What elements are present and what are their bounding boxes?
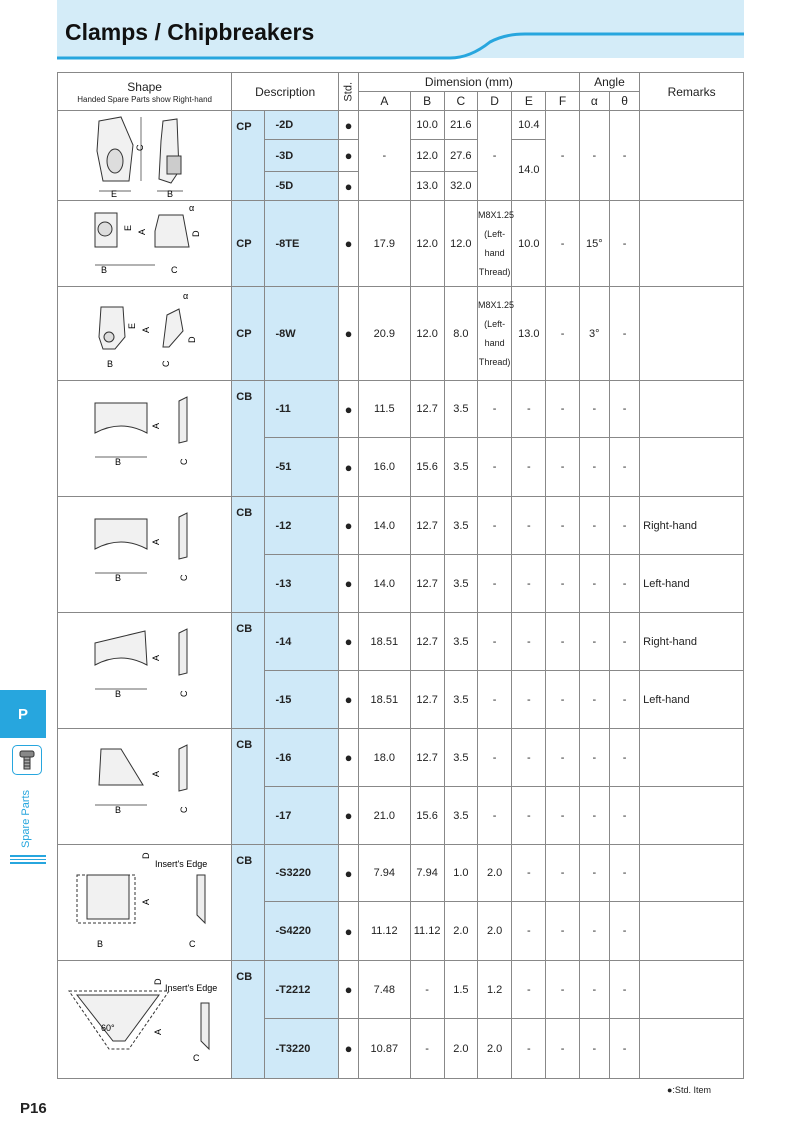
- cell-remarks: [640, 287, 744, 381]
- code-5d: -5D: [265, 172, 339, 201]
- table-row: [58, 381, 744, 438]
- cell-f: -: [546, 287, 579, 381]
- cell-f: -: [546, 497, 579, 555]
- cell-e: -: [512, 845, 546, 902]
- cb-prefix: CB: [232, 845, 265, 961]
- screw-icon: [12, 745, 42, 775]
- cell-d: -: [477, 787, 511, 845]
- svg-text:A: A: [150, 654, 161, 661]
- cb-shape-diagram: [58, 961, 232, 1079]
- cell-f: -: [546, 845, 579, 902]
- svg-text:C: C: [170, 265, 178, 275]
- cell-e: 10.0: [512, 201, 546, 287]
- cell-f: -: [546, 438, 579, 497]
- cell-remarks: [640, 381, 744, 438]
- svg-text:A: A: [150, 538, 161, 545]
- cell-alpha: -: [579, 961, 609, 1019]
- code-3d: -3D: [265, 140, 339, 172]
- cell-theta: -: [609, 497, 639, 555]
- cell-d: 2.0: [477, 902, 511, 961]
- cell-alpha: -: [579, 729, 609, 787]
- cell-c: 3.5: [444, 729, 477, 787]
- side-section-label: Spare Parts: [20, 789, 32, 849]
- std-item-footnote: ●:Std. Item: [667, 1085, 711, 1095]
- cell-a: 11.12: [359, 902, 410, 961]
- cell-theta: -: [609, 201, 639, 287]
- cell-a: 7.48: [359, 961, 410, 1019]
- cell-b: 12.7: [410, 497, 444, 555]
- cell-f: -: [546, 902, 579, 961]
- std-dot: ●: [339, 613, 359, 671]
- cell-c: 12.0: [444, 201, 477, 287]
- cell-a: -: [359, 111, 410, 201]
- cb-shape-diagram: [58, 497, 232, 613]
- cell-b: 12.7: [410, 729, 444, 787]
- cell-e: -: [512, 961, 546, 1019]
- cell-theta: -: [609, 438, 639, 497]
- cp-prefix: CP: [232, 287, 265, 381]
- side-decor-lines: [10, 855, 46, 866]
- table-row: [58, 497, 744, 555]
- code: -11: [265, 381, 339, 438]
- cell-e: -: [512, 497, 546, 555]
- cp-prefix: CP: [232, 111, 265, 201]
- svg-text:E: E: [126, 322, 137, 329]
- svg-text:B: B: [96, 939, 103, 949]
- svg-text:A: A: [150, 422, 161, 429]
- std-dot: ●: [339, 172, 359, 201]
- cell-a: 14.0: [359, 555, 410, 613]
- cell-a: 18.51: [359, 613, 410, 671]
- cell-alpha: -: [579, 1019, 609, 1079]
- cell-theta: -: [609, 845, 639, 902]
- cell-f: -: [546, 381, 579, 438]
- cell-e: 14.0: [512, 140, 546, 201]
- cell-f: -: [546, 961, 579, 1019]
- cell-a: 18.51: [359, 671, 410, 729]
- svg-text:D: D: [140, 852, 151, 859]
- page-title: Clamps / Chipbreakers: [65, 19, 315, 45]
- cell-c: 3.5: [444, 787, 477, 845]
- cell-theta: -: [609, 787, 639, 845]
- cell-theta: -: [609, 961, 639, 1019]
- header-remarks: Remarks: [640, 73, 744, 111]
- cb-shape-diagram: [58, 613, 232, 729]
- code: -T2212: [265, 961, 339, 1019]
- cell-remarks: [640, 787, 744, 845]
- svg-text:60°: 60°: [100, 1023, 115, 1033]
- cell-c: 3.5: [444, 613, 477, 671]
- cell-c: 2.0: [444, 1019, 477, 1079]
- cb-prefix: CB: [232, 613, 265, 729]
- std-dot: ●: [339, 1019, 359, 1079]
- header-dim-b: B: [410, 92, 444, 111]
- cell-e: -: [512, 729, 546, 787]
- header-dim-c: C: [444, 92, 477, 111]
- table-row: [58, 961, 744, 1019]
- std-dot: ●: [339, 729, 359, 787]
- header-dim-f: F: [546, 92, 579, 111]
- header-dim-d: D: [477, 92, 511, 111]
- std-dot: ●: [339, 111, 359, 140]
- cell-e: -: [512, 438, 546, 497]
- cell-b: 12.7: [410, 671, 444, 729]
- cell-d-thread: M8X1.25 (Left-hand Thread): [477, 201, 511, 287]
- cell-e: -: [512, 381, 546, 438]
- svg-text:C: C: [178, 690, 189, 697]
- std-dot: ●: [339, 497, 359, 555]
- cell-remarks: [640, 845, 744, 902]
- cell-c: 8.0: [444, 287, 477, 381]
- clamp-8te-diagram: [58, 201, 232, 287]
- cell-a: 10.87: [359, 1019, 410, 1079]
- cell-b: 15.6: [410, 438, 444, 497]
- svg-text:B: B: [114, 689, 121, 699]
- cb-shape-diagram: [58, 845, 232, 961]
- cell-e: -: [512, 902, 546, 961]
- cell-d: 1.2: [477, 961, 511, 1019]
- cell-b: 12.7: [410, 555, 444, 613]
- cell-b: -: [410, 961, 444, 1019]
- cell-a: 11.5: [359, 381, 410, 438]
- cell-d: 2.0: [477, 845, 511, 902]
- svg-text:C: C: [178, 458, 189, 465]
- cell-b: 15.6: [410, 787, 444, 845]
- svg-text:D: D: [152, 978, 163, 985]
- cell-d: -: [477, 381, 511, 438]
- cell-b: 7.94: [410, 845, 444, 902]
- svg-text:A: A: [150, 770, 161, 777]
- cell-alpha: -: [579, 671, 609, 729]
- svg-text:C: C: [188, 939, 196, 949]
- cell-alpha: 15°: [579, 201, 609, 287]
- svg-text:C: C: [134, 144, 145, 151]
- clamp-2d-drawing: [59, 111, 231, 197]
- cell-b: 12.0: [410, 140, 444, 172]
- cell-b: 12.0: [410, 287, 444, 381]
- cell-e: -: [512, 1019, 546, 1079]
- header-angle: Angle: [579, 73, 639, 92]
- table-row: [58, 729, 744, 787]
- cell-theta: -: [609, 902, 639, 961]
- svg-text:A: A: [152, 1028, 163, 1035]
- cell-remarks: [640, 111, 744, 201]
- cell-c: 27.6: [444, 140, 477, 172]
- svg-text:α: α: [188, 203, 194, 213]
- cell-f: -: [546, 787, 579, 845]
- cell-f: -: [546, 729, 579, 787]
- cell-remarks: [640, 438, 744, 497]
- cb-prefix: CB: [232, 381, 265, 497]
- cell-b: -: [410, 1019, 444, 1079]
- triangle-insert-drawing: [59, 961, 231, 1075]
- cell-theta: -: [609, 729, 639, 787]
- svg-text:C: C: [192, 1053, 200, 1063]
- cell-c: 1.5: [444, 961, 477, 1019]
- header-std: Std.: [339, 73, 359, 111]
- cell-remarks: Right-hand: [640, 497, 744, 555]
- cell-a: 16.0: [359, 438, 410, 497]
- cb-shape-diagram: [58, 381, 232, 497]
- page-number: P16: [20, 1100, 47, 1117]
- code: -15: [265, 671, 339, 729]
- cell-c: 2.0: [444, 902, 477, 961]
- cell-remarks: [640, 201, 744, 287]
- std-dot: ●: [339, 902, 359, 961]
- cell-c: 3.5: [444, 381, 477, 438]
- cb-prefix: CB: [232, 497, 265, 613]
- cell-c: 3.5: [444, 671, 477, 729]
- cell-a: 20.9: [359, 287, 410, 381]
- cb-prefix: CB: [232, 961, 265, 1079]
- cell-alpha: -: [579, 787, 609, 845]
- spec-table-wrapper: [57, 72, 744, 1079]
- cell-e: 10.4: [512, 111, 546, 140]
- cell-d: -: [477, 729, 511, 787]
- cell-theta: -: [609, 613, 639, 671]
- cell-alpha: -: [579, 902, 609, 961]
- cell-b: 12.0: [410, 201, 444, 287]
- table-row: [58, 845, 744, 902]
- svg-text:E: E: [110, 189, 117, 197]
- cell-c: 3.5: [444, 438, 477, 497]
- table-row: [58, 287, 744, 381]
- svg-text:A: A: [136, 228, 147, 235]
- svg-text:B: B: [100, 265, 107, 275]
- cell-d: -: [477, 497, 511, 555]
- std-dot: ●: [339, 438, 359, 497]
- cell-c: 1.0: [444, 845, 477, 902]
- code: -S4220: [265, 902, 339, 961]
- cell-b: 11.12: [410, 902, 444, 961]
- svg-text:B: B: [114, 805, 121, 815]
- code: -13: [265, 555, 339, 613]
- cell-remarks: [640, 902, 744, 961]
- cell-f: -: [546, 1019, 579, 1079]
- cell-remarks: Right-hand: [640, 613, 744, 671]
- header-dimension: Dimension (mm): [359, 73, 580, 92]
- svg-text:Insert's Edge: Insert's Edge: [164, 983, 217, 993]
- cell-remarks: [640, 961, 744, 1019]
- cell-b: 13.0: [410, 172, 444, 201]
- cell-e: -: [512, 555, 546, 613]
- std-dot: ●: [339, 555, 359, 613]
- cell-alpha: -: [579, 613, 609, 671]
- cell-alpha: -: [579, 497, 609, 555]
- cp-prefix: CP: [232, 201, 265, 287]
- cell-theta: -: [609, 111, 639, 201]
- svg-text:α: α: [182, 291, 188, 301]
- cell-e: -: [512, 671, 546, 729]
- code: -12: [265, 497, 339, 555]
- table-row: [58, 111, 744, 140]
- cell-e: -: [512, 613, 546, 671]
- cell-f: -: [546, 111, 579, 201]
- cell-alpha: -: [579, 845, 609, 902]
- std-dot: ●: [339, 287, 359, 381]
- chipbreaker-drawing: [59, 497, 231, 609]
- std-dot: ●: [339, 140, 359, 172]
- cell-d: -: [477, 438, 511, 497]
- cell-theta: -: [609, 671, 639, 729]
- cell-theta: -: [609, 555, 639, 613]
- code: -17: [265, 787, 339, 845]
- table-row: [58, 613, 744, 671]
- cell-c: 3.5: [444, 555, 477, 613]
- code: -14: [265, 613, 339, 671]
- cell-remarks: Left-hand: [640, 555, 744, 613]
- std-dot: ●: [339, 845, 359, 902]
- cell-theta: -: [609, 287, 639, 381]
- svg-text:B: B: [106, 359, 113, 369]
- header-shape: Shape Handed Spare Parts show Right-hand: [58, 73, 232, 111]
- cell-alpha: 3°: [579, 287, 609, 381]
- svg-text:Insert's Edge: Insert's Edge: [154, 859, 207, 869]
- code: -16: [265, 729, 339, 787]
- cell-e: -: [512, 787, 546, 845]
- cell-c: 32.0: [444, 172, 477, 201]
- cell-d: -: [477, 111, 511, 201]
- cell-theta: -: [609, 1019, 639, 1079]
- std-dot: ●: [339, 671, 359, 729]
- code-8w: -8W: [265, 287, 339, 381]
- cell-alpha: -: [579, 438, 609, 497]
- cell-d-thread: M8X1.25 (Left-hand Thread): [477, 287, 511, 381]
- cell-b: 10.0: [410, 111, 444, 140]
- cell-a: 21.0: [359, 787, 410, 845]
- cell-d: -: [477, 613, 511, 671]
- svg-text:E: E: [122, 224, 133, 231]
- spec-table: [57, 72, 744, 1079]
- cell-f: -: [546, 671, 579, 729]
- chipbreaker-drawing: [59, 729, 231, 841]
- cb-prefix: CB: [232, 729, 265, 845]
- clamp-8w-diagram: [58, 287, 232, 381]
- std-dot: ●: [339, 787, 359, 845]
- cell-e: 13.0: [512, 287, 546, 381]
- svg-text:B: B: [114, 457, 121, 467]
- code: -T3220: [265, 1019, 339, 1079]
- cell-remarks: [640, 729, 744, 787]
- cell-a: 14.0: [359, 497, 410, 555]
- svg-text:A: A: [140, 326, 151, 333]
- cell-alpha: -: [579, 381, 609, 438]
- cell-c: 21.6: [444, 111, 477, 140]
- cell-alpha: -: [579, 111, 609, 201]
- cell-b: 12.7: [410, 381, 444, 438]
- clamp-2d-diagram: [58, 111, 232, 201]
- cell-remarks: [640, 1019, 744, 1079]
- cell-alpha: -: [579, 555, 609, 613]
- svg-text:A: A: [140, 898, 151, 905]
- svg-text:B: B: [166, 189, 173, 197]
- svg-text:C: C: [160, 360, 171, 367]
- code: -51: [265, 438, 339, 497]
- cell-remarks: Left-hand: [640, 671, 744, 729]
- cell-f: -: [546, 555, 579, 613]
- code: -S3220: [265, 845, 339, 902]
- svg-text:C: C: [178, 574, 189, 581]
- table-row: [58, 201, 744, 287]
- header-angle-alpha: α: [579, 92, 609, 111]
- svg-text:D: D: [186, 336, 197, 343]
- cell-d: -: [477, 671, 511, 729]
- header-dim-a: A: [359, 92, 410, 111]
- clamp-8te-drawing: [59, 201, 231, 283]
- cell-a: 18.0: [359, 729, 410, 787]
- std-dot: ●: [339, 961, 359, 1019]
- clamp-8w-drawing: [59, 287, 231, 377]
- cell-f: -: [546, 613, 579, 671]
- code-8te: -8TE: [265, 201, 339, 287]
- cell-theta: -: [609, 381, 639, 438]
- chipbreaker-drawing: [59, 613, 231, 725]
- header-dim-e: E: [512, 92, 546, 111]
- code-2d: -2D: [265, 111, 339, 140]
- cb-shape-diagram: [58, 729, 232, 845]
- std-dot: ●: [339, 201, 359, 287]
- chipbreaker-drawing: [59, 381, 231, 493]
- std-dot: ●: [339, 381, 359, 438]
- svg-text:B: B: [114, 573, 121, 583]
- cell-b: 12.7: [410, 613, 444, 671]
- section-tab-p[interactable]: P: [0, 690, 46, 738]
- square-insert-drawing: [59, 845, 231, 957]
- cell-d: -: [477, 555, 511, 613]
- cell-c: 3.5: [444, 497, 477, 555]
- cell-a: 17.9: [359, 201, 410, 287]
- header-angle-theta: θ: [609, 92, 639, 111]
- svg-text:D: D: [190, 230, 201, 237]
- cell-a: 7.94: [359, 845, 410, 902]
- header-description: Description: [232, 73, 339, 111]
- cell-f: -: [546, 201, 579, 287]
- cell-d: 2.0: [477, 1019, 511, 1079]
- svg-text:C: C: [178, 806, 189, 813]
